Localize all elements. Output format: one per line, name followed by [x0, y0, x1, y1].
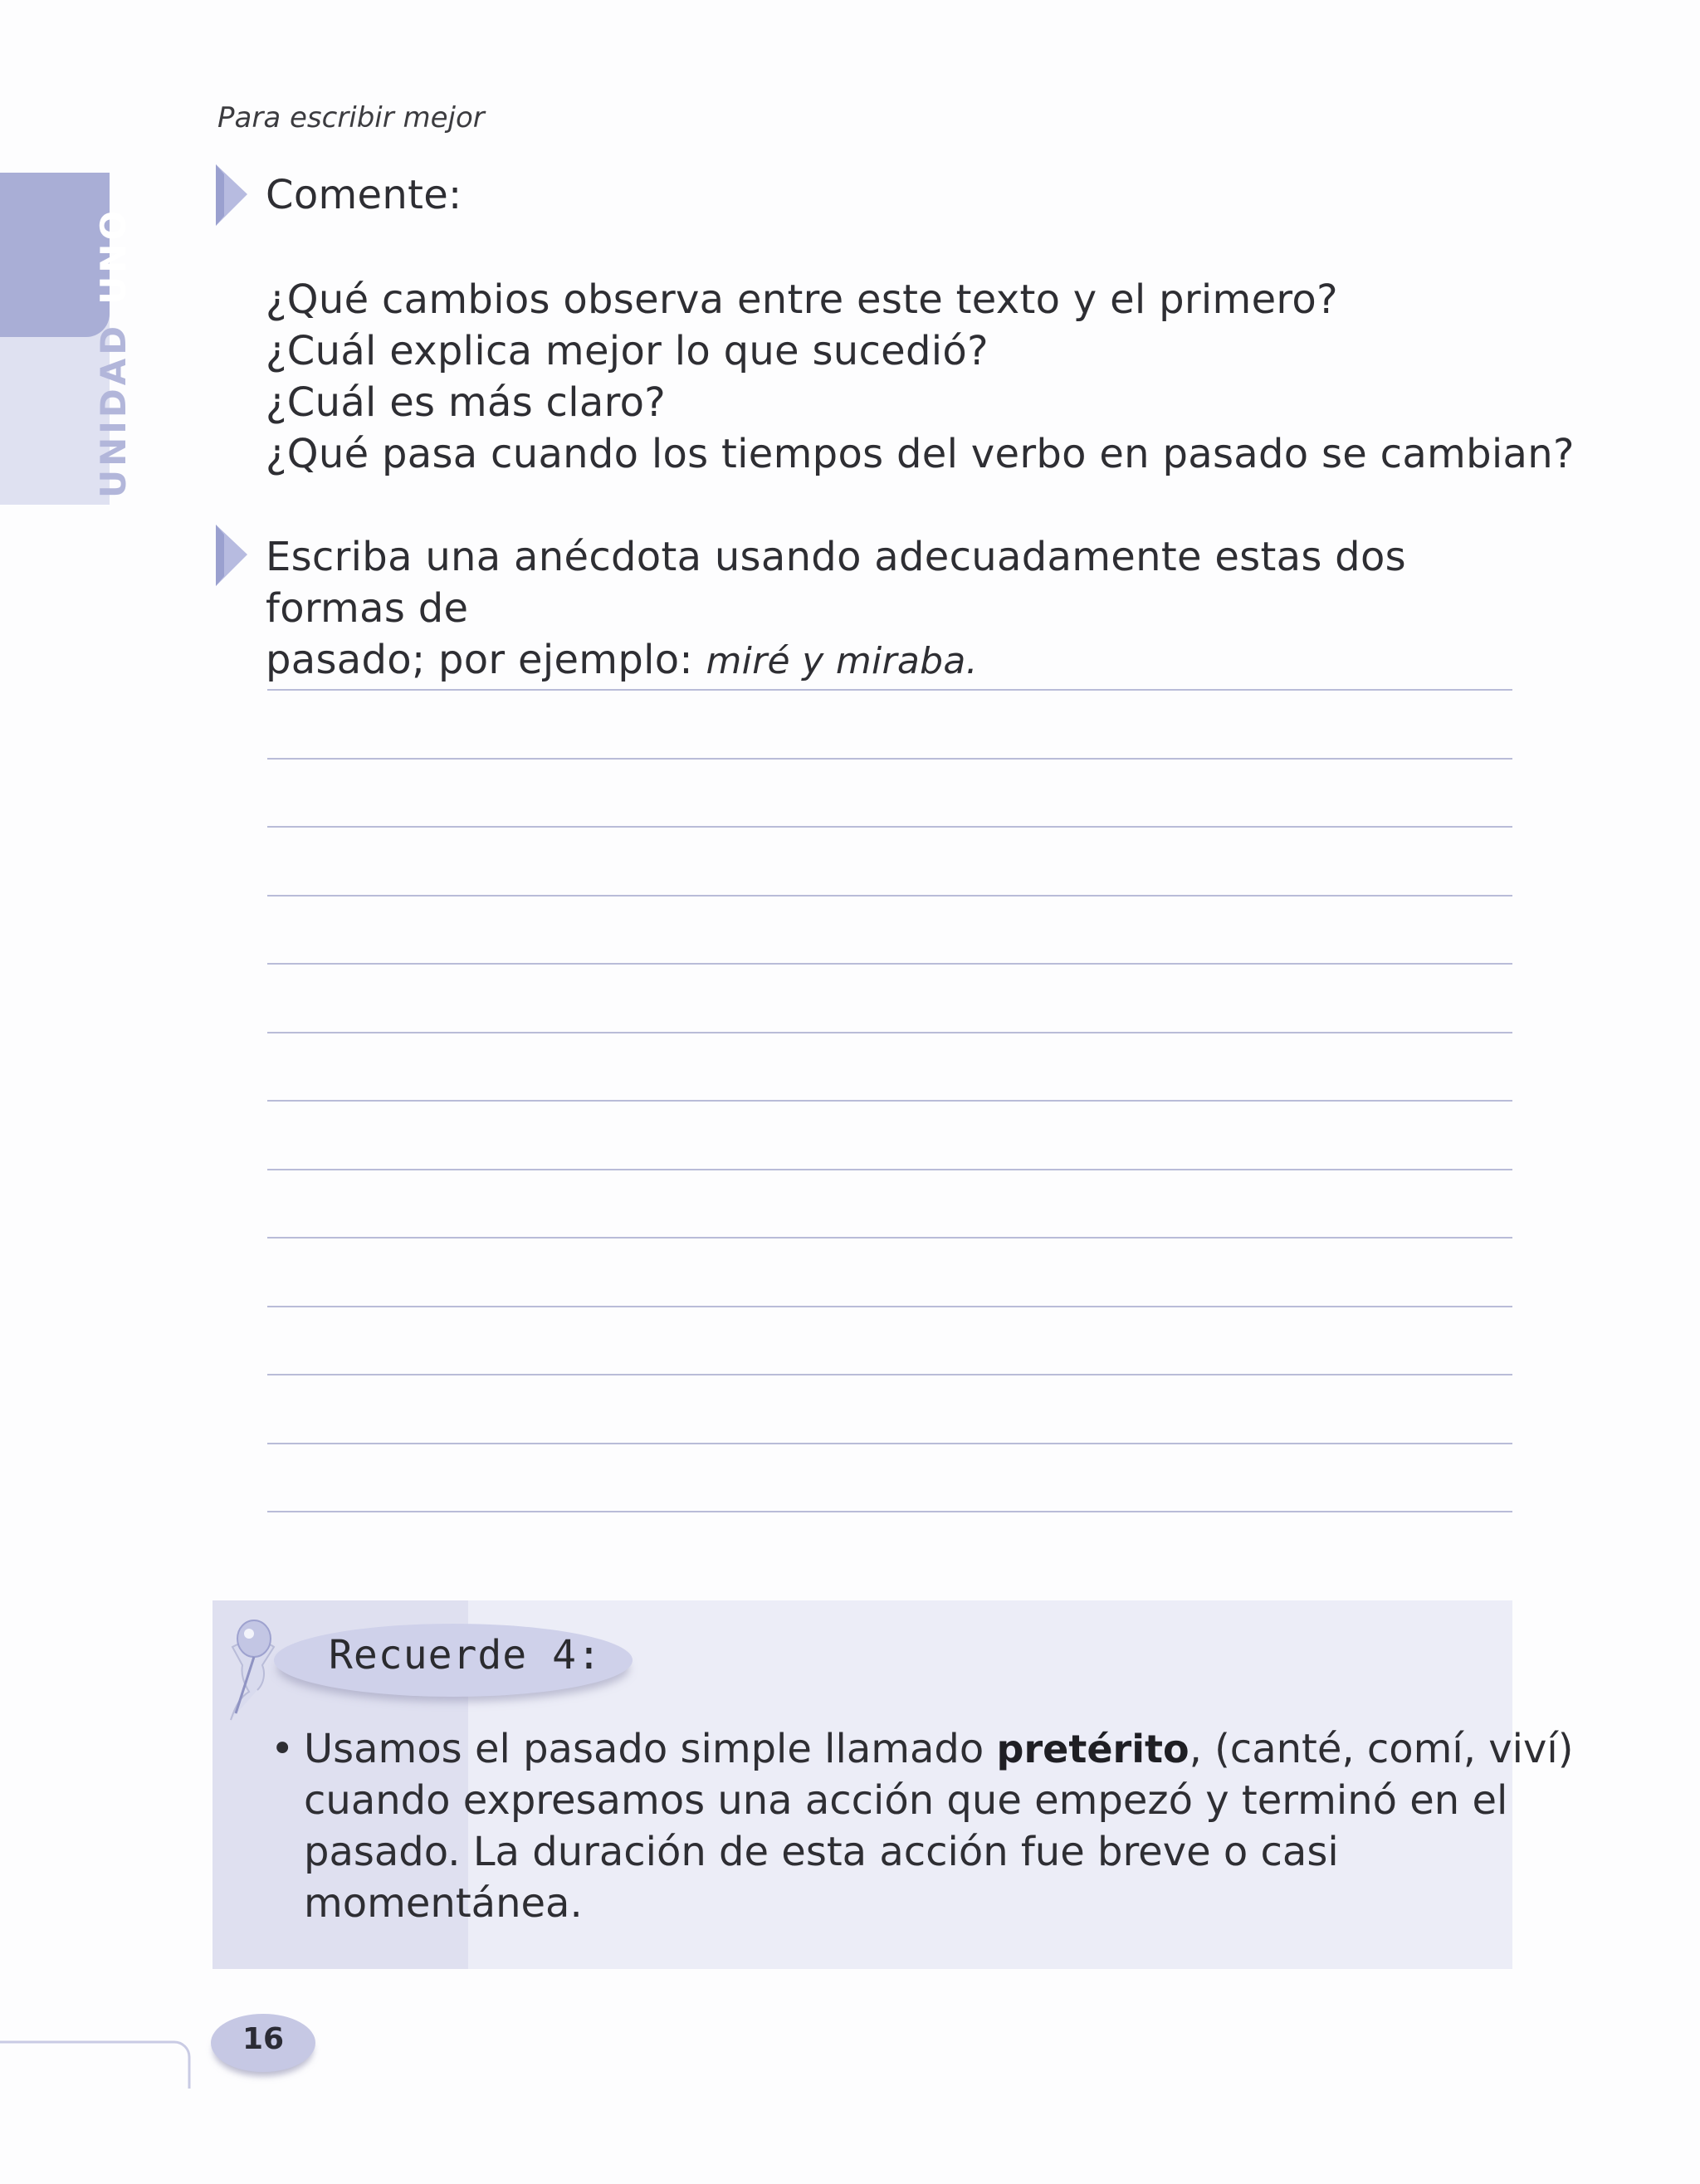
writing-task-instructions — [266, 531, 1511, 687]
running-header: Para escribir mejor — [217, 101, 485, 134]
arrow-marker-icon — [212, 163, 249, 227]
writing-line[interactable] — [267, 1032, 1512, 1033]
page-number: 16 — [242, 2022, 285, 2056]
arrow-marker-icon — [212, 523, 249, 588]
writing-line[interactable] — [267, 1237, 1512, 1239]
reminder-bullet: • — [271, 1726, 295, 1772]
writing-line[interactable] — [267, 689, 1512, 691]
reminder-text — [304, 1723, 1574, 1929]
writing-line[interactable] — [267, 1374, 1512, 1375]
question-item: ¿Cuál es más claro? — [266, 379, 667, 426]
reminder-line: cuando expresamos una acción que empezó y terminó en el — [304, 1777, 1508, 1824]
writing-line[interactable] — [267, 1306, 1512, 1307]
writing-line[interactable] — [267, 758, 1512, 760]
question-item: ¿Qué pasa cuando los tiempos del verbo en pasado se cambian? — [266, 431, 1575, 477]
task-line: Escriba una anécdota usando adecuadamente estas dos formas de — [266, 534, 1406, 632]
comment-heading: Comente: — [266, 172, 462, 218]
writing-line[interactable] — [267, 895, 1512, 897]
reminder-line: momentánea. — [304, 1880, 583, 1927]
reminder-keyword: pretérito — [996, 1727, 1190, 1771]
task-example: miré y miraba. — [706, 640, 978, 682]
unit-side-tab — [0, 173, 134, 505]
pushpin-icon — [224, 1614, 291, 1722]
writing-area[interactable] — [267, 689, 1512, 1580]
question-item: ¿Qué cambios observa entre este texto y el primero? — [266, 276, 1338, 323]
unit-number-word: UNO — [93, 207, 134, 305]
writing-line[interactable] — [267, 1169, 1512, 1170]
comment-questions — [266, 274, 1575, 480]
reminder-title: Recuerde 4: — [329, 1632, 602, 1678]
writing-line[interactable] — [267, 826, 1512, 828]
reminder-line-suffix: , (canté, comí, viví) — [1189, 1726, 1574, 1772]
reminder-line — [304, 1723, 1574, 1775]
writing-line[interactable] — [267, 1511, 1512, 1512]
task-line — [266, 634, 1511, 687]
page-number-rule — [0, 2040, 191, 2090]
writing-line[interactable] — [267, 1100, 1512, 1102]
task-line-prefix: pasado; por ejemplo: — [266, 637, 706, 683]
reminder-line: pasado. La duración de esta acción fue breve o casi — [304, 1829, 1339, 1875]
writing-line[interactable] — [267, 963, 1512, 965]
unit-word: UNIDAD — [93, 322, 134, 498]
unit-tab-label — [93, 208, 134, 498]
reminder-line-prefix: Usamos el pasado simple llamado — [304, 1726, 997, 1772]
writing-line[interactable] — [267, 1443, 1512, 1444]
question-item: ¿Cuál explica mejor lo que sucedió? — [266, 328, 989, 374]
